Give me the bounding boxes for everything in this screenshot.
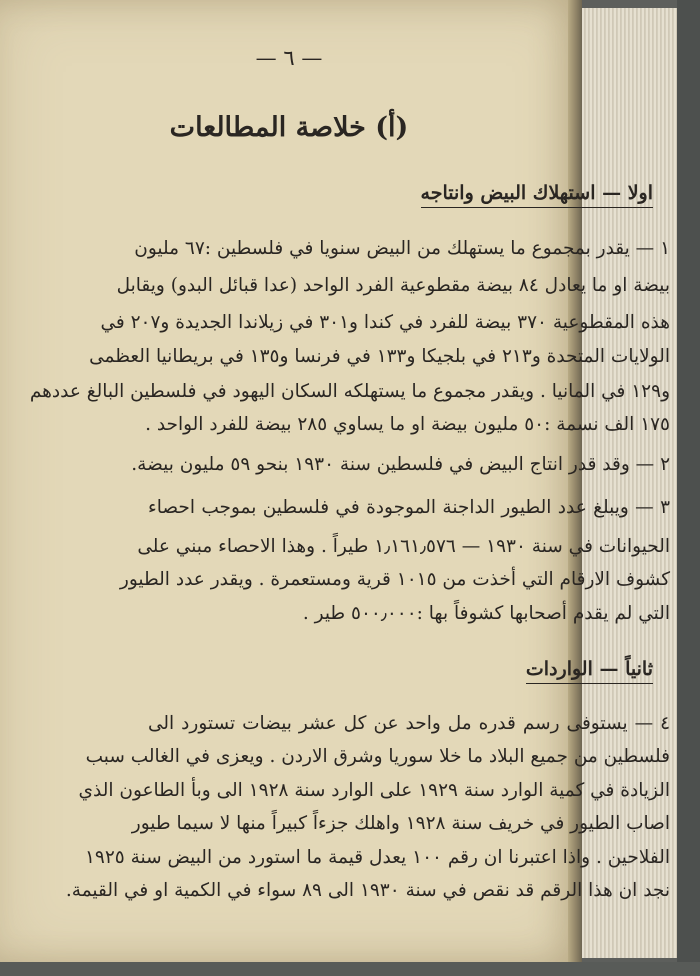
page-number: — ٦ —: [255, 46, 323, 70]
paragraph-line: نجد ان هذا الرقم قد نقص في سنة ١٩٣٠ الى ٨٩ سواء في الكمية او في القيمة.: [65, 880, 670, 901]
paragraph-line: كشوف الارقام التي أخذت من ١٠١٥ قرية ومستعمرة . ويقدر عدد الطيور: [119, 569, 670, 590]
section-heading-imports: ثانياً — الواردات: [526, 658, 653, 684]
paragraph-line: فلسطين من جميع البلاد ما خلا سوريا وشرق الاردن . ويعزى في الغالب سبب: [85, 746, 670, 767]
paragraph-line: الفلاحين . واذا اعتبرنا ان رقم ١٠٠ يعدل قيمة ما استورد من البيض سنة ١٩٢٥: [84, 847, 670, 868]
paragraph-line: هذه المقطوعية ٣٧٠ بيضة للفرد في كندا و٣٠١ في زيلاندا الجديدة و٢٠٧ في: [100, 312, 670, 333]
paragraph-line: ١٧٥ الف نسمة :٥٠ مليون بيضة او ما يساوي ٢٨٥ بيضة للفرد الواحد .: [145, 414, 670, 435]
paragraph-line: ٢ — وقد قدر انتاج البيض في فلسطين سنة ١٩٣٠ بنحو ٥٩ مليون بيضة.: [131, 454, 670, 475]
paragraph-line: الولايات المتحدة و٢١٣ في بلجيكا و١٣٣ في فرنسا و١٣٥ في بريطانيا العظمى: [89, 346, 670, 367]
page-title: (أ) خلاصة المطالعات: [169, 112, 409, 143]
paragraph-line: ١ — يقدر بمجموع ما يستهلك من البيض سنويا في فلسطين :٦٧ مليون: [134, 238, 670, 259]
section-heading-consumption: اولا — استهلاك البيض وانتاجه: [421, 182, 653, 208]
paragraph-line: ٣ — ويبلغ عدد الطيور الداجنة الموجودة في فلسطين بموجب احصاء: [148, 497, 670, 518]
book-cover-edge: [677, 0, 700, 976]
paragraph-line: اصاب الطيور في خريف سنة ١٩٢٨ واهلك جزءاً كبيراً منها لا سيما طيور: [131, 813, 670, 834]
paragraph-line: الحيوانات في سنة ١٩٣٠ — ١٫١٦١٫٥٧٦ طيراً . وهذا الاحصاء مبني على: [137, 536, 670, 557]
paragraph-line: و١٢٩ في المانيا . ويقدر مجموع ما يستهلكه السكان اليهود في فلسطين البالغ عددهم: [29, 381, 670, 402]
paragraph-line: ٤ — يستوفى رسم قدره مل واحد عن كل عشر بيضات تستورد الى: [148, 713, 670, 734]
paragraph-line: الزيادة في كمية الوارد سنة ١٩٢٩ على الوارد سنة ١٩٢٨ الى وبأ الطاعون الذي: [78, 780, 670, 801]
background-strip: [0, 962, 700, 976]
paragraph-line: بيضة او ما يعادل ٨٤ بيضة مقطوعية الفرد الواحد (عدا قبائل البدو) ويقابل: [116, 275, 670, 296]
paragraph-line: التي لم يقدم أصحابها كشوفاً بها :٥٠٠٫٠٠٠ طير .: [302, 603, 670, 624]
